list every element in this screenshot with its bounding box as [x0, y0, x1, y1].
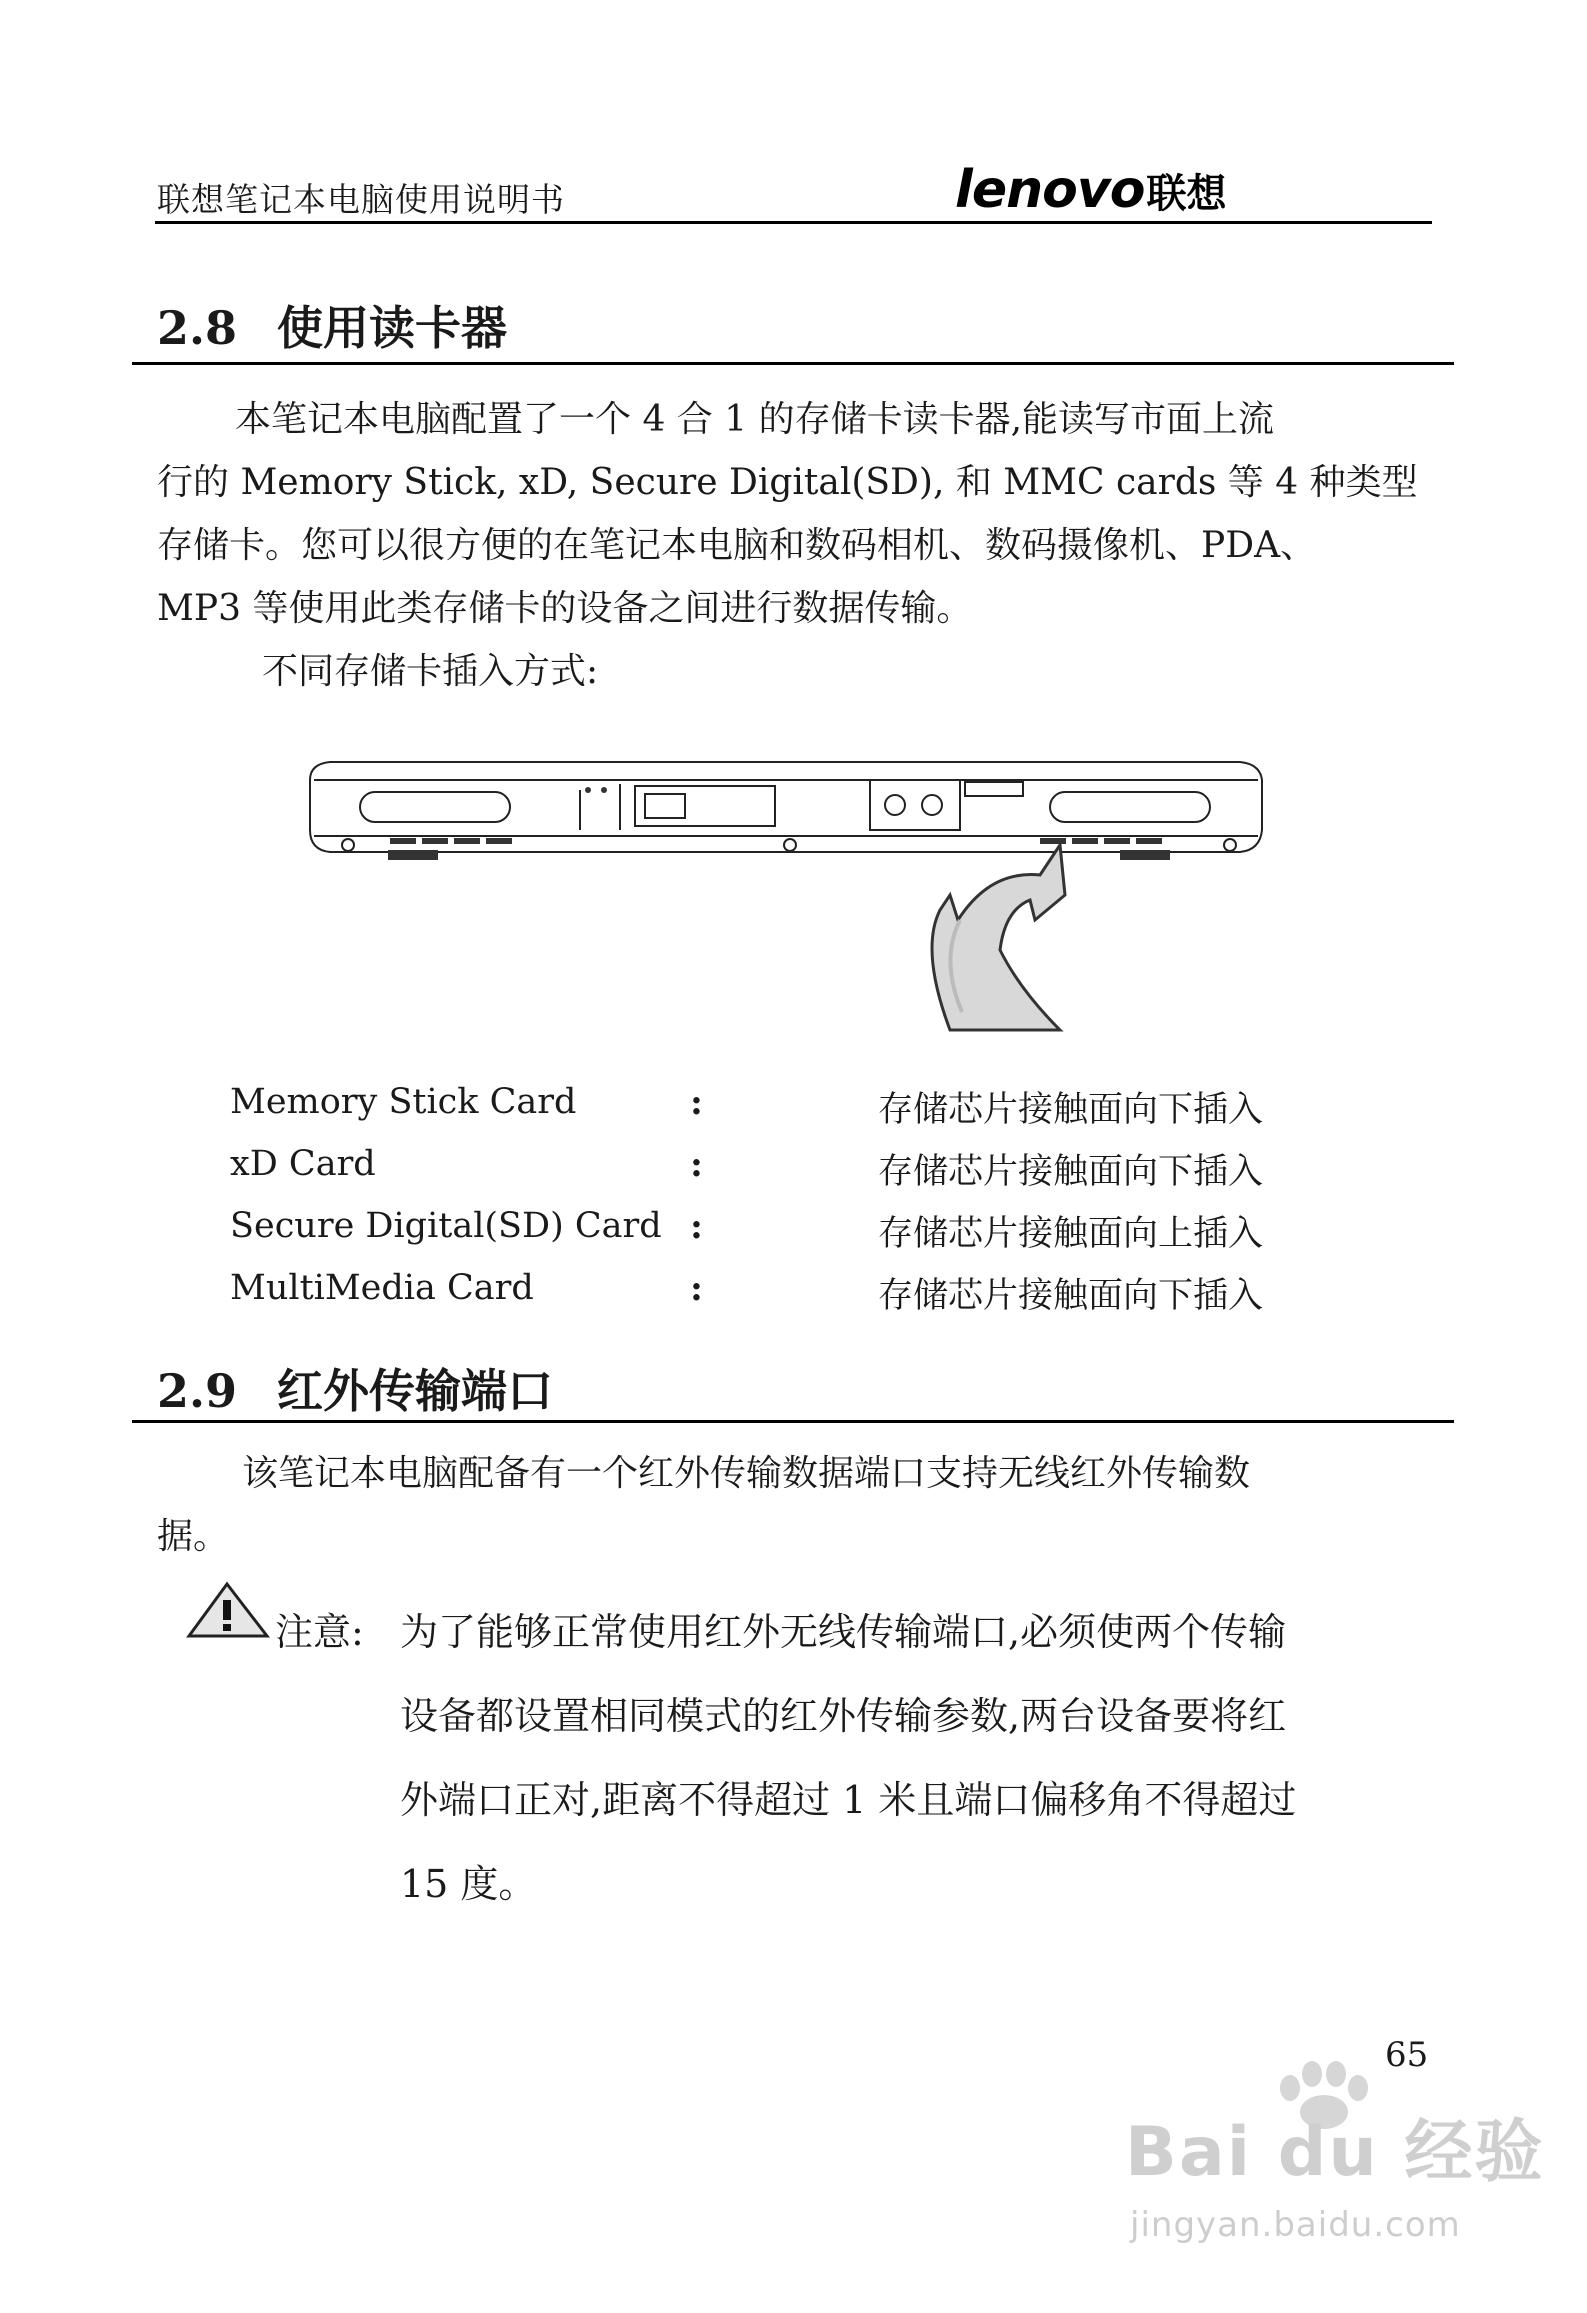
paragraph-line: 本笔记本电脑配置了一个 4 合 1 的存储卡读卡器,能读写市面上流 — [235, 399, 1275, 440]
note-line: 为了能够正常使用红外无线传输端口,必须使两个传输 — [400, 1610, 1287, 1654]
section-2-9-divider — [132, 1420, 1454, 1423]
note-line: 设备都设置相同模式的红外传输参数,两台设备要将红 — [400, 1694, 1287, 1738]
card-colon: : — [690, 1082, 703, 1123]
logo-text: lenovo — [955, 160, 1145, 220]
note-line: 15 度。 — [400, 1862, 537, 1906]
section-title: 使用读卡器 — [277, 301, 507, 355]
card-name-xd: xD Card — [230, 1144, 376, 1184]
lenovo-logo — [955, 160, 1226, 220]
paragraph-line: 据。 — [157, 1516, 230, 1557]
card-direction: 存储芯片接触面向上插入 — [878, 1214, 1264, 1254]
warning-icon — [185, 1580, 275, 1640]
logo-cn-text: 联想 — [1146, 171, 1227, 217]
paragraph-line: 存储卡。您可以很方便的在笔记本电脑和数码相机、数码摄像机、PDA、 — [157, 525, 1317, 566]
card-name-memory-stick: Memory Stick Card — [230, 1082, 577, 1122]
card-colon: : — [690, 1144, 703, 1185]
watermark-url: jingyan.baidu.com — [1130, 2205, 1461, 2245]
section-title: 红外传输端口 — [277, 1364, 553, 1418]
card-direction: 存储芯片接触面向下插入 — [878, 1276, 1264, 1316]
paragraph-line: MP3 等使用此类存储卡的设备之间进行数据传输。 — [157, 588, 973, 629]
card-colon: : — [690, 1268, 703, 1309]
section-number: 2.8 — [157, 301, 238, 355]
header-title: 联想笔记本电脑使用说明书 — [157, 180, 565, 219]
note-line: 外端口正对,距离不得超过 1 米且端口偏移角不得超过 — [400, 1778, 1297, 1822]
paragraph-line: 行的 Memory Stick, xD, Secure Digital(SD), 和 MMC cards 等 4 种类型 — [157, 462, 1418, 503]
header-divider — [155, 221, 1432, 224]
card-direction: 存储芯片接触面向下插入 — [878, 1152, 1264, 1192]
section-number: 2.9 — [157, 1364, 238, 1418]
note-label: 注意: — [275, 1610, 364, 1654]
page-number: 65 — [1385, 2035, 1429, 2075]
laptop-card-slot-illustration — [300, 750, 1280, 1040]
section-2-8-heading — [157, 292, 507, 358]
insert-heading: 不同存储卡插入方式: — [262, 651, 599, 692]
card-name-sd: Secure Digital(SD) Card — [230, 1206, 662, 1246]
section-2-9-heading — [157, 1355, 553, 1421]
card-colon: : — [690, 1206, 703, 1247]
card-direction: 存储芯片接触面向下插入 — [878, 1090, 1264, 1130]
watermark-main: Bai du 经验 — [1125, 2113, 1545, 2192]
card-name-multimedia: MultiMedia Card — [230, 1268, 534, 1308]
paragraph-line: 该笔记本电脑配备有一个红外传输数据端口支持无线红外传输数 — [242, 1453, 1251, 1494]
section-2-8-divider — [132, 362, 1454, 365]
